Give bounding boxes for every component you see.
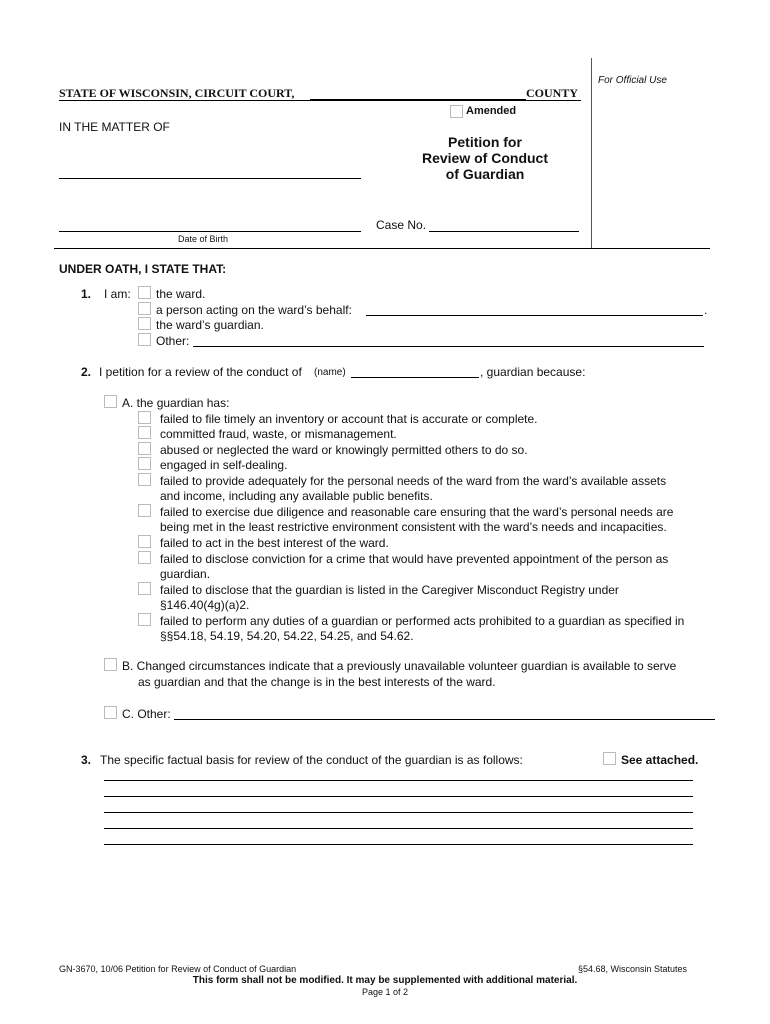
reason-c-label: C. Other: xyxy=(122,707,171,721)
reason-b-text: as guardian and that the change is in the best interests of the ward. xyxy=(138,675,496,689)
a-fraud-checkbox[interactable] xyxy=(138,426,151,439)
a-personal-needs-checkbox[interactable] xyxy=(138,473,151,486)
i-am-person-label: a person acting on the ward’s behalf: xyxy=(156,303,352,317)
amended-label: Amended xyxy=(466,105,517,117)
title-line-2: Review of Conduct xyxy=(421,150,548,166)
a-item-text: failed to disclose that the guardian is listed in the Caregiver Misconduct Registry under xyxy=(160,583,619,597)
i-am-guardian-label: the ward’s guardian. xyxy=(156,318,264,332)
guardian-name-field[interactable] xyxy=(351,377,479,378)
case-no-label: Case No. xyxy=(376,218,427,232)
item2-name-hint: (name) xyxy=(314,367,346,378)
i-am-person-checkbox[interactable] xyxy=(138,302,151,315)
date-of-birth-field[interactable] xyxy=(59,231,361,232)
oath-heading: UNDER OATH, I STATE THAT: xyxy=(59,262,227,276)
a-self-dealing-checkbox[interactable] xyxy=(138,457,151,470)
a-registry-checkbox[interactable] xyxy=(138,582,151,595)
see-attached-checkbox[interactable] xyxy=(603,752,616,765)
a-item-text: guardian. xyxy=(160,567,211,581)
a-item-text: failed to exercise due diligence and reasonable care ensuring that the ward’s personal needs are xyxy=(160,505,674,519)
form-title xyxy=(400,134,570,182)
a-item-text: and income, including any available public benefits. xyxy=(160,489,433,503)
date-of-birth-label: Date of Birth xyxy=(178,234,229,244)
item1-label: I am: xyxy=(104,287,131,301)
i-am-ward-checkbox[interactable] xyxy=(138,286,151,299)
official-use-label: For Official Use xyxy=(598,75,667,86)
footer-statute: §54.68, Wisconsin Statutes xyxy=(578,964,688,974)
footer-form-id: GN-3670, 10/06 Petition for Review of Conduct of Guardian xyxy=(59,964,297,974)
see-attached-label: See attached. xyxy=(621,753,699,767)
item3-text: The specific factual basis for review of the conduct of the guardian is as follows: xyxy=(100,753,523,767)
a-abused-checkbox[interactable] xyxy=(138,442,151,455)
case-no-field[interactable] xyxy=(429,231,579,232)
i-am-other-field[interactable] xyxy=(193,346,704,347)
item2-text-end: , guardian because: xyxy=(480,365,586,379)
i-am-guardian-checkbox[interactable] xyxy=(138,317,151,330)
i-am-other-checkbox[interactable] xyxy=(138,333,151,346)
footer-notice: This form shall not be modified. It may be supplemented with additional material. xyxy=(192,975,578,986)
a-item-text: failed to disclose conviction for a crime that would have prevented appointment of the person as xyxy=(160,552,669,566)
a-conviction-checkbox[interactable] xyxy=(138,551,151,564)
matter-name-field[interactable] xyxy=(59,178,361,179)
reason-b-text: B. Changed circumstances indicate that a previously unavailable volunteer guardian is available to serve xyxy=(122,659,677,673)
a-item-text: failed to provide adequately for the personal needs of the ward from the ward’s available assets xyxy=(160,474,667,488)
footer-page: Page 1 of 2 xyxy=(361,987,409,997)
reason-a-label: A. the guardian has: xyxy=(122,396,230,410)
a-item-text: abused or neglected the ward or knowingly permitted others to do so. xyxy=(160,443,528,457)
a-failed-inventory-checkbox[interactable] xyxy=(138,411,151,424)
title-line-1: Petition for xyxy=(448,134,522,150)
a-item-text: failed to file timely an inventory or account that is accurate or complete. xyxy=(160,412,538,426)
factual-basis-line[interactable] xyxy=(104,844,693,845)
a-item-text: engaged in self-dealing. xyxy=(160,458,288,472)
county-label: COUNTY xyxy=(526,86,579,100)
a-item-text: §§54.18, 54.19, 54.20, 54.22, 54.25, and 54.62. xyxy=(160,629,414,643)
a-item-text: §146.40(4g)(a)2. xyxy=(160,598,250,612)
item3-number: 3. xyxy=(81,753,92,767)
factual-basis-line[interactable] xyxy=(104,812,693,813)
reason-c-checkbox[interactable] xyxy=(104,706,117,719)
a-due-diligence-checkbox[interactable] xyxy=(138,504,151,517)
a-item-text: failed to act in the best interest of the ward. xyxy=(160,536,389,550)
court-heading: STATE OF WISCONSIN, CIRCUIT COURT, xyxy=(59,86,295,100)
a-item-text: being met in the least restrictive environment consistent with the ward’s needs and incapacities. xyxy=(160,520,667,534)
person-behalf-period: . xyxy=(704,303,708,317)
title-line-3: of Guardian xyxy=(445,166,525,182)
factual-basis-line[interactable] xyxy=(104,828,693,829)
person-behalf-field[interactable] xyxy=(366,315,703,316)
item2-text: I petition for a review of the conduct of xyxy=(99,365,302,379)
court-heading-rule xyxy=(59,100,581,101)
i-am-ward-label: the ward. xyxy=(156,287,206,301)
reason-a-checkbox[interactable] xyxy=(104,395,117,408)
a-duties-checkbox[interactable] xyxy=(138,613,151,626)
a-item-text: committed fraud, waste, or mismanagement. xyxy=(160,427,397,441)
reason-b-checkbox[interactable] xyxy=(104,658,117,671)
factual-basis-line[interactable] xyxy=(104,796,693,797)
amended-checkbox[interactable] xyxy=(450,105,463,118)
i-am-other-label: Other: xyxy=(156,334,190,348)
header-bottom-rule xyxy=(54,248,710,249)
a-item-text: failed to perform any duties of a guardian or performed acts prohibited to a guardian as specified in xyxy=(160,614,685,628)
factual-basis-line[interactable] xyxy=(104,780,693,781)
a-best-interest-checkbox[interactable] xyxy=(138,535,151,548)
official-use-divider xyxy=(591,58,592,248)
item1-number: 1. xyxy=(81,287,92,301)
item2-number: 2. xyxy=(81,365,92,379)
reason-c-other-field[interactable] xyxy=(174,719,715,720)
matter-label: IN THE MATTER OF xyxy=(59,120,170,134)
